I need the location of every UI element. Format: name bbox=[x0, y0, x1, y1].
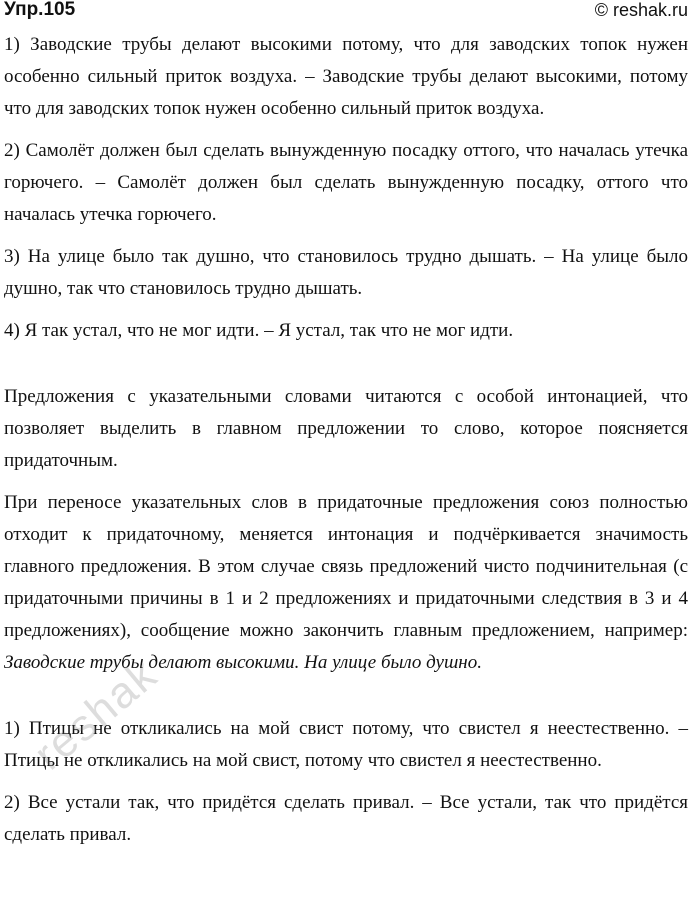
answer-extra-1: 1) Птицы не откликались на мой свист потому, что свистел я неестественно. – Птицы не откликались на мой свист, потому что свистел я неестественно. bbox=[4, 718, 688, 771]
example-italic: Заводские трубы делают высокими. На улице было душно. bbox=[4, 652, 482, 673]
header bbox=[4, 0, 690, 26]
document-body bbox=[4, 29, 688, 851]
answer-3: 3) На улице было так душно, что становилось трудно дышать. – На улице было душно, так что становилось трудно дышать. bbox=[4, 246, 688, 299]
answer-1: 1) Заводские трубы делают высокими потому, что для заводских топок нужен особенно сильный приток воздуха. – Заводские трубы делают высокими, потому что для заводских топок нужен особенно сильный приток воздуха. bbox=[4, 34, 688, 119]
watermark: reshak bbox=[25, 649, 167, 780]
explanation-1: Предложения с указательными словами читаются с особой интонацией, что позволяет выделить в главном предложении то слово, которое поясняется придаточным. bbox=[4, 386, 688, 471]
answer-2: 2) Самолёт должен был сделать вынужденную посадку оттого, что началась утечка горючего. – Самолёт должен был сделать вынужденную посадку, оттого что началась утечка горючего. bbox=[4, 140, 688, 225]
site-label: © reshak.ru bbox=[594, 0, 688, 20]
exercise-title: Упр.105 bbox=[4, 0, 76, 20]
answer-extra-2: 2) Все устали так, что придётся сделать привал. – Все устали, так что придётся сделать привал. bbox=[4, 792, 688, 845]
explanation-2 bbox=[4, 487, 688, 679]
explanation-2-text: При переносе указательных слов в придаточные предложения союз полностью отходит к придаточному, меняется интонация и подчёркивается значимость главного предложения. В этом случае связь предложений чисто подчинительная (с придаточными причины в 1 и 2 предложениях и придаточными следствия в 3 и 4 предложениях), сообщение можно закончить главным предложением, например: bbox=[4, 492, 688, 641]
answer-4: 4) Я так устал, что не мог идти. – Я устал, так что не мог идти. bbox=[4, 320, 514, 341]
